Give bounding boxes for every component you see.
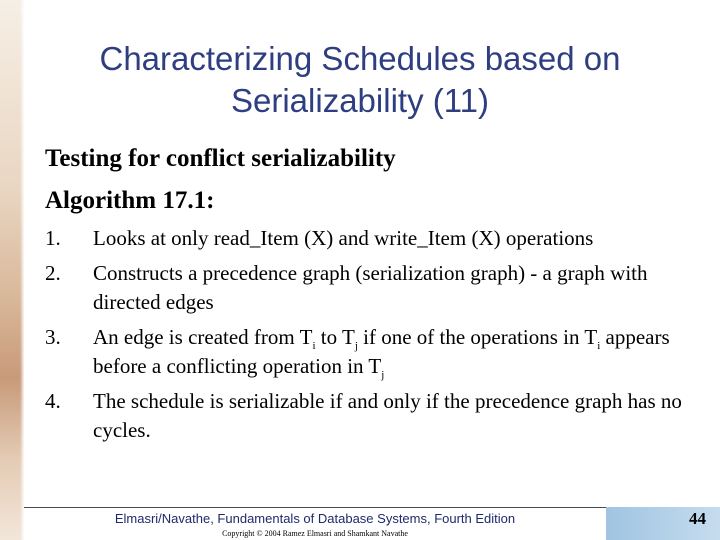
decorative-sidebar [0,0,24,540]
footer-copyright: Copyright © 2004 Ramez Elmasri and Shamkant Navathe [222,529,408,538]
list-item-text [93,325,670,381]
list-item-number: 3. [45,325,61,349]
text-part: if one of the operations in T [357,325,598,349]
subscript-j: j [354,340,358,352]
list-item-number: 2. [45,261,61,285]
list-item [45,259,695,317]
slide-title [40,38,680,122]
slide-title-line-1: Characterizing Schedules based on [99,40,621,77]
list-item-text: The schedule is serializable if and only if the precedence graph has no cycles. [93,389,682,442]
algorithm-steps-list [45,224,695,451]
list-item [45,387,695,445]
list-item-number: 4. [45,389,61,413]
subscript-j: j [381,369,385,381]
text-part: appears before a conflicting operation in T [93,325,670,378]
text-part: to T [315,325,355,349]
list-item-number: 1. [45,226,61,250]
list-item-text: Constructs a precedence graph (serialization graph) - a graph with directed edges [93,261,648,314]
footer-citation: Elmasri/Navathe, Fundamentals of Database Systems, Fourth Edition [114,511,516,526]
list-item [45,323,695,381]
list-item [45,224,695,253]
text-part: An edge is created from T [93,325,313,349]
footer-divider [24,507,607,508]
slide-title-line-2: Serializability (11) [231,82,489,119]
heading-testing: Testing for conflict serializability [45,145,396,172]
page-number-box [606,507,720,540]
list-item-text: Looks at only read_Item (X) and write_Item (X) operations [93,226,594,250]
page-number: 44 [689,509,706,528]
subscript-i: i [312,340,316,352]
heading-algorithm: Algorithm 17.1: [45,187,215,214]
subscript-i: i [597,340,601,352]
